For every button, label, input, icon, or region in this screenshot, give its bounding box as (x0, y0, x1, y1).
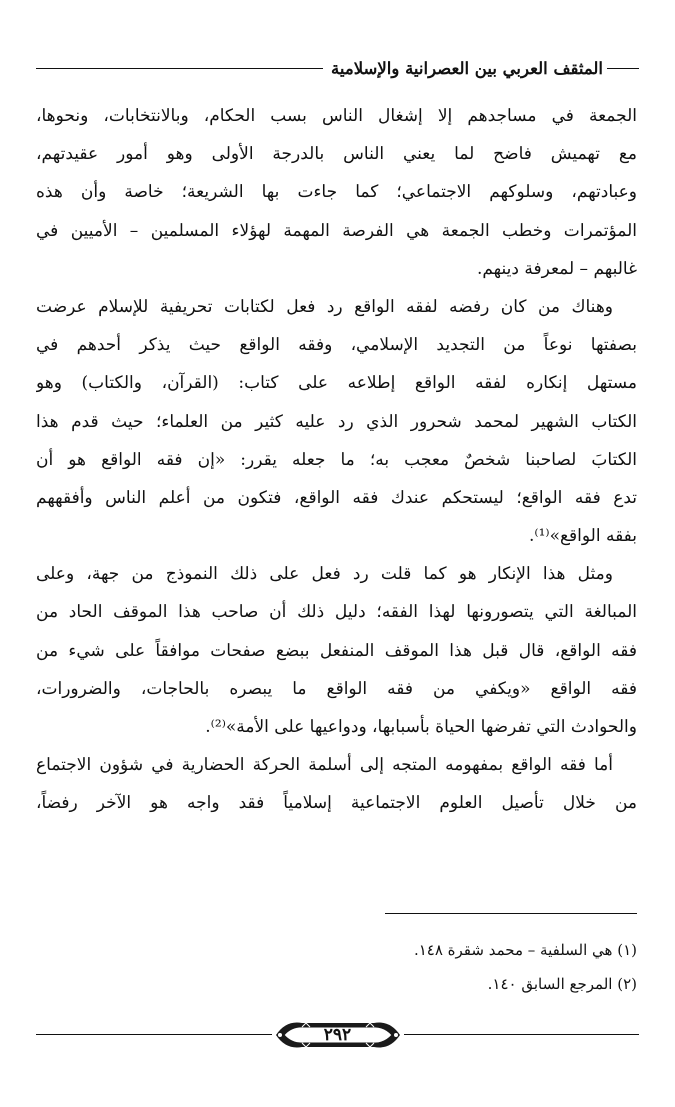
paragraph (36, 555, 637, 746)
text-line: الكتابَ لصاحبنا شخصٌ معجب به؛ ما جعله يقرر: «إن فقه الواقع هو أن (36, 449, 637, 470)
body-text (36, 97, 637, 823)
text-line: تدع فقه الواقع؛ ليستحكم عندك فقه الواقع، فتكون من أعلم الناس وأفقههم (36, 487, 637, 508)
footnote: (٢) المرجع السابق ١٤٠. (487, 975, 637, 993)
text-line: المؤتمرات وخطب الجمعة هي الفرصة المهمة لهؤلاء المسلمين – الأميين في (36, 220, 637, 241)
text-line: غالبهم – لمعرفة دينهم. (476, 258, 637, 279)
text-line: مع تهميش فاضح لما يعني الناس بالدرجة الأولى وهو أمور عقيدتهم، (36, 144, 637, 165)
text-line: فقه الواقع، قال قبل هذا الموقف المنفعل ببضع صفحات موافقاً على شيء من (36, 640, 637, 661)
text-line: فقه الواقع «ويكفي من فقه الواقع ما يبصره بالحاجات، والضرورات، (36, 678, 637, 699)
paragraph (36, 746, 637, 822)
footnote: (١) هي السلفية – محمد شقرة ١٤٨. (413, 941, 637, 959)
running-header-title: المثقف العربي بين العصرانية والإسلامية (331, 58, 603, 78)
text-line: والحوادث التي تفرضها الحياة بأسبابها، ودواعيها على الأمة»⁽²⁾. (205, 717, 637, 737)
text-line: وهناك من كان رفضه لفقه الواقع رد فعل لكتابات تحريفية للإسلام عرضت (36, 296, 613, 317)
text-line: من خلال تأصيل العلوم الاجتماعية إسلامياً فقد واجه هو الآخر رفضاً، (36, 793, 637, 814)
footnote-separator (385, 913, 637, 914)
text-line: أما فقه الواقع بمفهومه المتجه إلى أسلمة الحركة الحضارية في شؤون الاجتماع (36, 755, 613, 776)
text-line: الكتاب الشهير لمحمد شحرور الذي رد عليه كثير من العلماء؛ حيث قدم هذا (36, 411, 637, 432)
page-footer (36, 1014, 639, 1056)
paragraph (36, 288, 637, 555)
text-line: ومثل هذا الإنكار هو كما قلت رد فعل على ذلك النموذج من جهة، وعلى (36, 564, 613, 585)
text-line: بصفتها نوعاً من التجديد الإسلامي، وفقه الواقع حيث يذكر أحدهم في (36, 335, 637, 356)
paragraph (36, 97, 637, 288)
text-line: مستهل إنكاره لفقه الواقع إطلاعه على كتاب: (القرآن، والكتاب) وهو (36, 373, 637, 394)
header-rule-left (36, 68, 323, 69)
page-number-ornament (272, 1016, 404, 1054)
page-number: ٢٩٢ (323, 1025, 352, 1045)
text-line: بفقه الواقع»⁽¹⁾. (528, 526, 637, 547)
running-header (36, 54, 639, 82)
text-line: وعبادتهم، وسلوكهم الاجتماعي؛ كما جاءت بها الشريعة؛ خاصة وأن هذه (36, 182, 637, 203)
text-line: المبالغة التي يتصورونها لهذا الفقه؛ دليل ذلك أن صاحب هذا الموقف الحاد من (36, 602, 637, 623)
text-line: الجمعة في مساجدهم إلا إشغال الناس بسب الحكام، وبالانتخابات، ونحوها، (36, 106, 637, 126)
header-rule-right (607, 68, 639, 69)
footnotes (36, 933, 637, 1001)
